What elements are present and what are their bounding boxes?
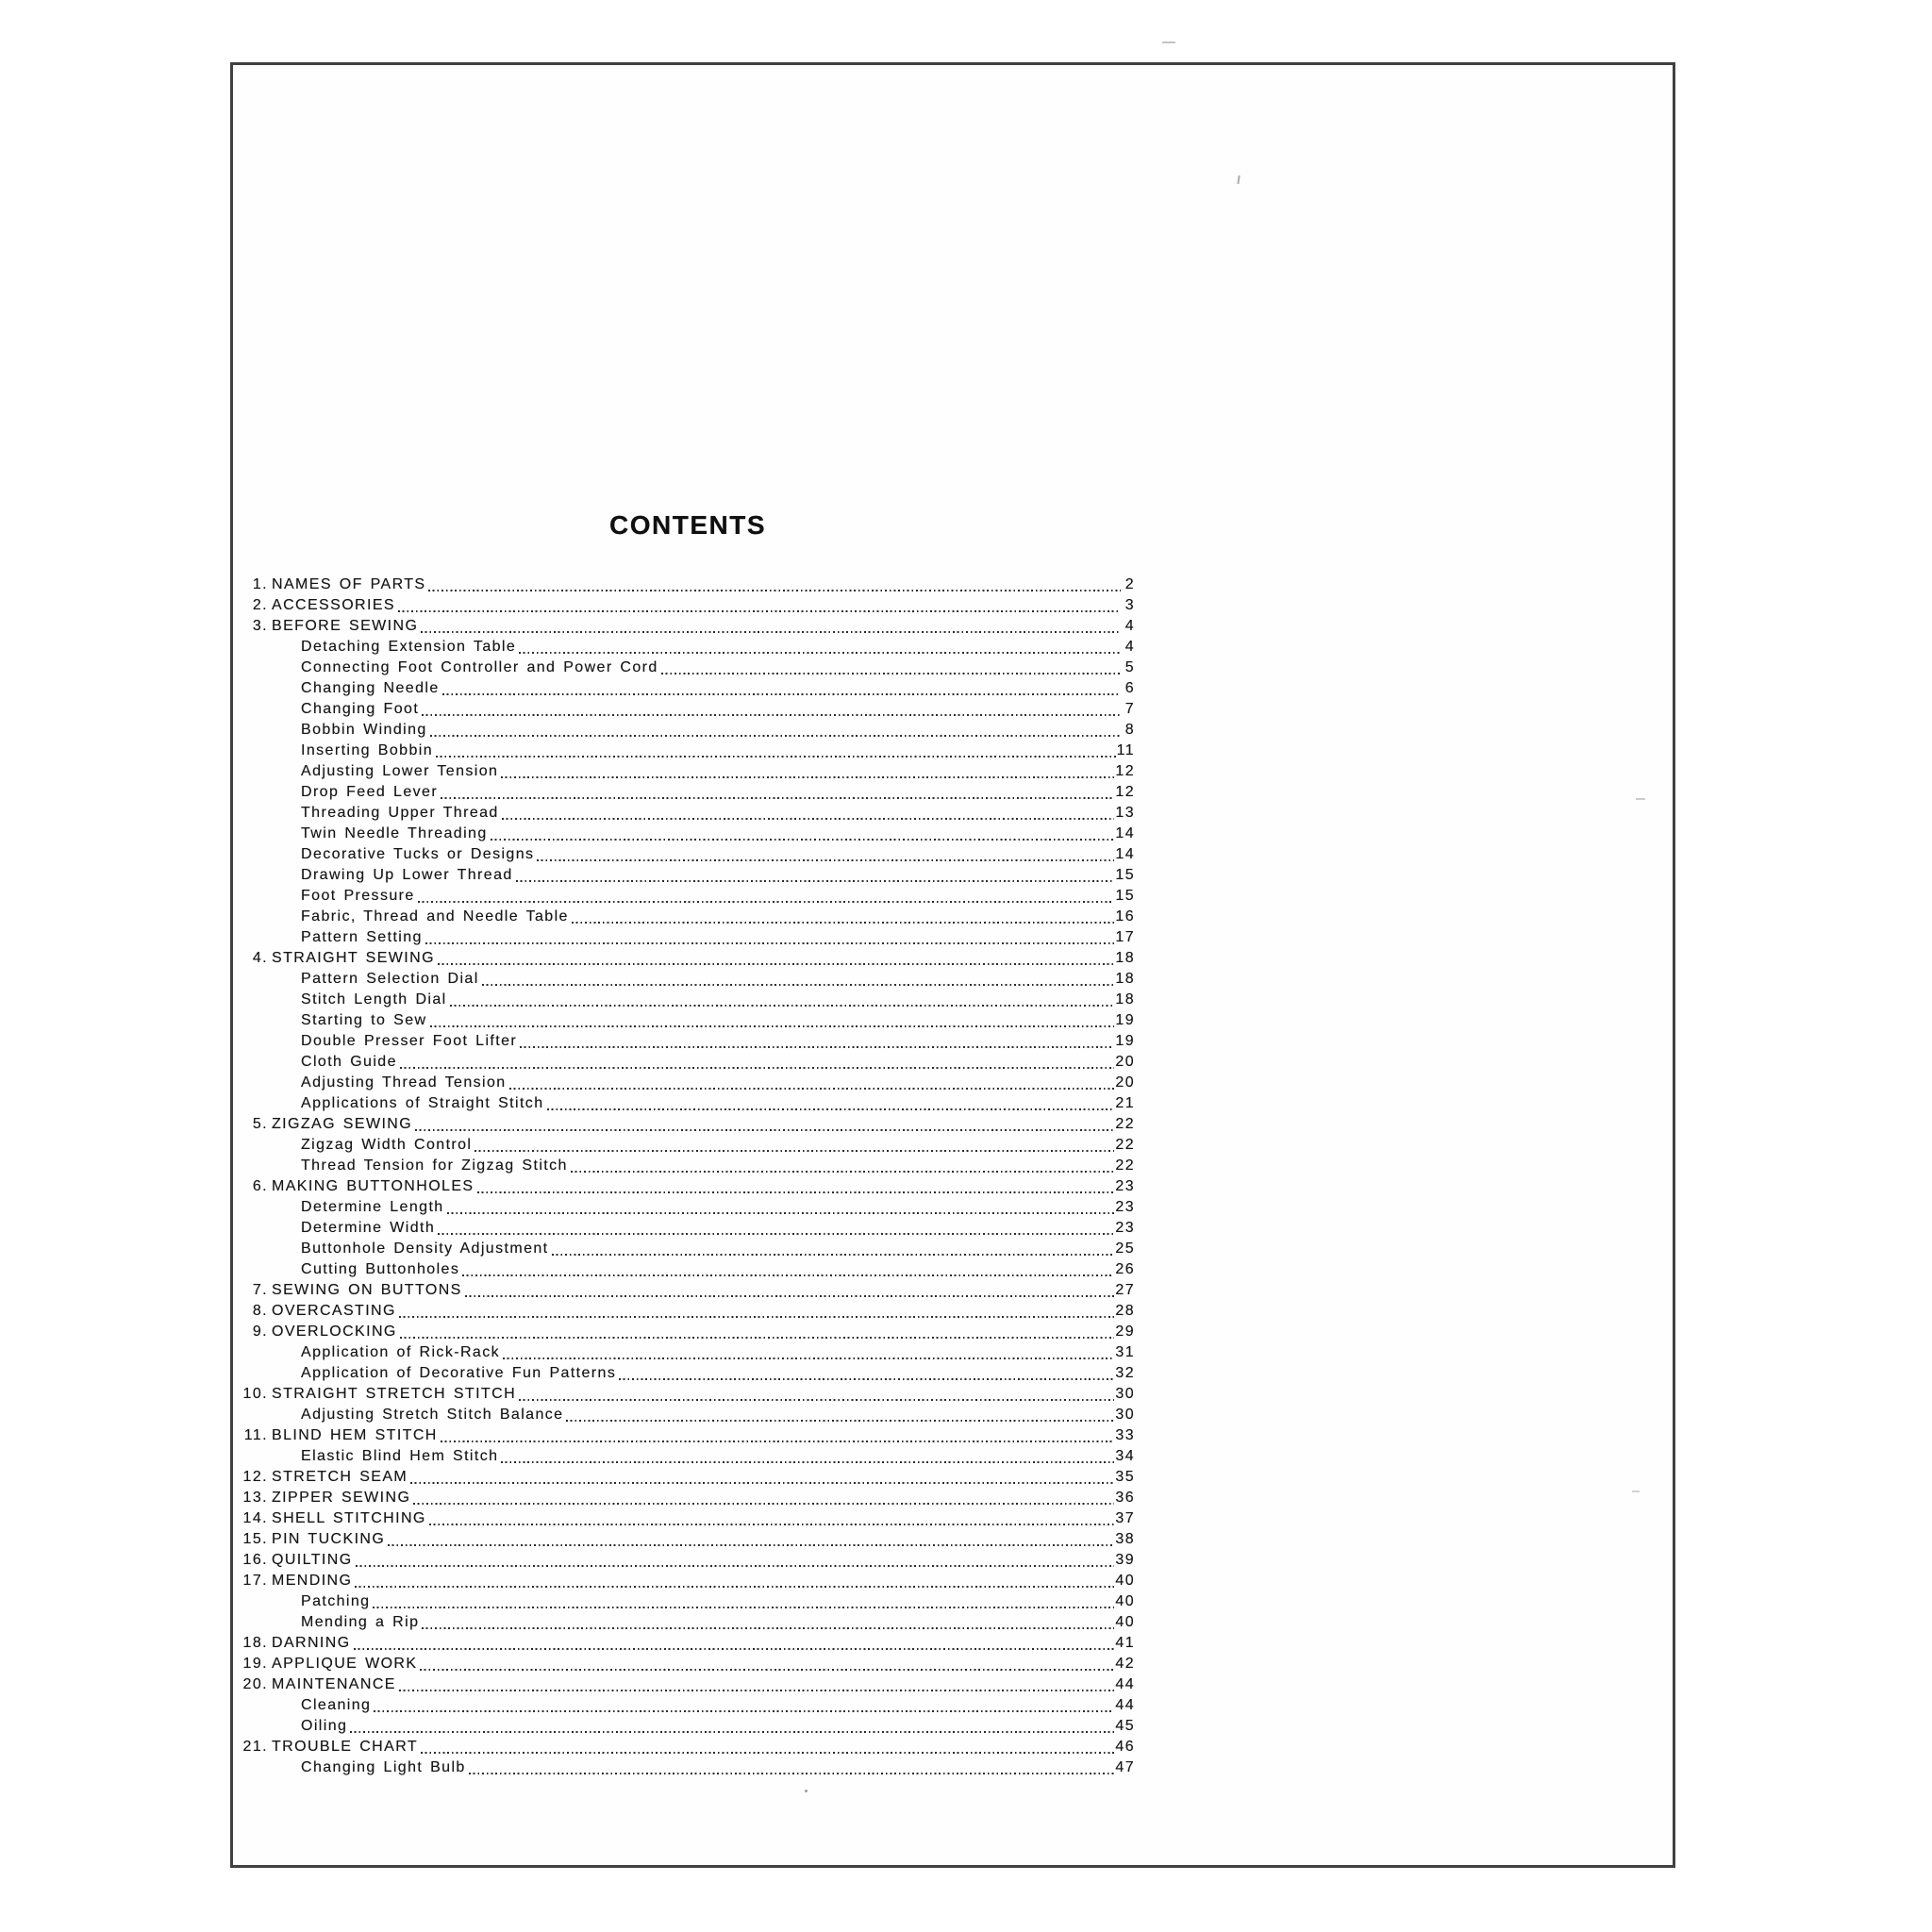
toc-page-number: 36 <box>1115 1490 1135 1506</box>
toc-entry-number: 7. <box>252 1282 268 1298</box>
toc-page-number: 21 <box>1115 1095 1135 1111</box>
toc-entry-number: 12. <box>242 1469 268 1485</box>
toc-row <box>242 1654 1135 1674</box>
toc-row <box>242 1612 1135 1633</box>
toc-page-number: 18 <box>1115 950 1135 966</box>
toc-entry-label: OVERCASTING <box>272 1303 396 1319</box>
toc-page-number: 13 <box>1115 805 1135 821</box>
toc-page-number: 34 <box>1115 1448 1135 1464</box>
toc-entry-label: ACCESSORIES <box>272 597 395 613</box>
toc-row <box>242 761 1135 782</box>
toc-entry-label: Pattern Setting <box>301 929 423 945</box>
toc-page-number: 31 <box>1115 1344 1135 1360</box>
toc-row <box>242 803 1135 824</box>
toc-row <box>242 1591 1135 1612</box>
toc-row <box>242 1716 1135 1737</box>
toc-leader-dots <box>413 1503 1114 1505</box>
toc-entry-label: Thread Tension for Zigzag Stitch <box>301 1158 568 1174</box>
toc-leader-dots <box>519 652 1121 654</box>
toc-leader-dots <box>552 1254 1115 1256</box>
toc-entry-label: Starting to Sew <box>301 1012 427 1028</box>
toc-row <box>242 658 1135 678</box>
toc-leader-dots <box>421 1752 1114 1754</box>
toc-page-number: 22 <box>1115 1158 1135 1174</box>
toc-entry-number: 9. <box>252 1324 268 1340</box>
toc-page-number: 28 <box>1115 1303 1135 1319</box>
toc-leader-dots <box>399 1316 1115 1318</box>
toc-leader-dots <box>374 1710 1114 1712</box>
toc-row <box>242 824 1135 844</box>
toc-leader-dots <box>537 859 1114 861</box>
toc-row <box>242 1156 1135 1176</box>
toc-leader-dots <box>388 1544 1114 1546</box>
toc-leader-dots <box>520 1046 1114 1048</box>
toc-entry-number: 4. <box>252 950 268 966</box>
toc-leader-dots <box>420 1669 1114 1671</box>
toc-leader-dots <box>399 1690 1115 1691</box>
toc-entry-label: BLIND HEM STITCH <box>272 1427 438 1443</box>
scan-artifact <box>804 1789 808 1793</box>
toc-entry-label: BEFORE SEWING <box>272 618 419 634</box>
toc-entry-label: Zigzag Width Control <box>301 1137 473 1153</box>
toc-page-number: 30 <box>1115 1386 1135 1402</box>
toc-row <box>242 741 1135 761</box>
toc-row <box>242 1052 1135 1073</box>
toc-leader-dots <box>355 1586 1114 1588</box>
toc-page-number: 44 <box>1115 1676 1135 1692</box>
toc-page-number: 2 <box>1124 576 1135 592</box>
toc-leader-dots <box>418 901 1115 903</box>
toc-entry-label: Mending a Rip <box>301 1614 420 1630</box>
toc-row <box>242 575 1135 595</box>
toc-entry-label: Pattern Selection Dial <box>301 971 479 987</box>
toc-leader-dots <box>400 1067 1114 1069</box>
toc-leader-dots <box>475 1150 1114 1152</box>
toc-row <box>242 1342 1135 1363</box>
toc-page-number: 11 <box>1116 742 1135 758</box>
toc-row <box>242 1550 1135 1571</box>
toc-row <box>242 907 1135 927</box>
toc-leader-dots <box>410 1482 1114 1484</box>
toc-entry-label: OVERLOCKING <box>272 1324 397 1340</box>
toc-entry-label: Applications of Straight Stitch <box>301 1095 544 1111</box>
toc-row <box>242 1259 1135 1280</box>
toc-leader-dots <box>441 797 1114 799</box>
toc-entry-label: Foot Pressure <box>301 888 415 904</box>
toc-row <box>242 1508 1135 1529</box>
toc-entry-label: TROUBLE CHART <box>272 1739 419 1755</box>
toc-row <box>242 1176 1135 1197</box>
toc-entry-number: 3. <box>252 618 268 634</box>
toc-row <box>242 948 1135 969</box>
toc-leader-dots <box>519 1399 1114 1401</box>
toc-entry-label: SEWING ON BUTTONS <box>272 1282 462 1298</box>
toc-leader-dots <box>501 776 1114 778</box>
toc-entry-number: 17. <box>242 1573 268 1589</box>
toc-page-number: 33 <box>1115 1427 1135 1443</box>
toc-page-number: 25 <box>1115 1241 1135 1257</box>
toc-leader-dots <box>438 1233 1114 1235</box>
scan-artifact <box>1632 1491 1640 1492</box>
toc-page-number: 7 <box>1124 701 1135 717</box>
toc-entry-label: ZIPPER SEWING <box>272 1490 411 1506</box>
toc-entry-label: Double Presser Foot Lifter <box>301 1033 518 1049</box>
toc-row <box>242 616 1135 637</box>
toc-page-number: 44 <box>1115 1697 1135 1713</box>
toc-page-number: 19 <box>1115 1012 1135 1028</box>
toc-row <box>242 595 1135 616</box>
toc-leader-dots <box>572 922 1115 924</box>
toc-entry-label: APPLIQUE WORK <box>272 1656 418 1672</box>
toc-page-number: 15 <box>1115 867 1135 883</box>
toc-row <box>242 1322 1135 1342</box>
toc-leader-dots <box>350 1731 1114 1733</box>
toc-page-number: 23 <box>1115 1178 1135 1194</box>
toc-entry-number: 21. <box>242 1739 268 1755</box>
contents-title: CONTENTS <box>609 510 766 540</box>
toc-page-number: 18 <box>1115 971 1135 987</box>
toc-row <box>242 1280 1135 1301</box>
toc-entry-number: 6. <box>252 1178 268 1194</box>
toc-leader-dots <box>398 610 1121 612</box>
toc-row <box>242 927 1135 948</box>
toc-entry-label: Drop Feed Lever <box>301 784 439 800</box>
toc-entry-number: 19. <box>242 1656 268 1672</box>
toc-row <box>242 865 1135 886</box>
toc-entry-number: 16. <box>242 1552 268 1568</box>
toc-page-number: 35 <box>1115 1469 1135 1485</box>
toc-page-number: 37 <box>1115 1510 1135 1526</box>
toc-entry-label: Cutting Buttonholes <box>301 1261 460 1277</box>
toc-row <box>242 1197 1135 1218</box>
toc-entry-number: 5. <box>252 1116 268 1132</box>
toc-page-number: 23 <box>1115 1199 1135 1215</box>
toc-entry-label: Determine Length <box>301 1199 444 1215</box>
toc-leader-dots <box>503 1357 1114 1359</box>
toc-leader-dots <box>516 880 1115 882</box>
toc-page-number: 40 <box>1115 1573 1135 1589</box>
toc-page-number: 26 <box>1115 1261 1135 1277</box>
toc-row <box>242 720 1135 741</box>
toc-entry-label: Cloth Guide <box>301 1054 397 1070</box>
toc-entry-label: Threading Upper Thread <box>301 805 499 821</box>
toc-leader-dots <box>356 1565 1115 1567</box>
toc-entry-label: Drawing Up Lower Thread <box>301 867 513 883</box>
toc-row <box>242 1695 1135 1716</box>
toc-entry-label: Bobbin Winding <box>301 722 427 738</box>
toc-leader-dots <box>469 1773 1115 1774</box>
toc-page-number: 23 <box>1115 1220 1135 1236</box>
scan-artifact <box>1162 42 1175 43</box>
toc-entry-label: Buttonhole Density Adjustment <box>301 1241 549 1257</box>
toc-page-number: 22 <box>1115 1116 1135 1132</box>
toc-entry-number: 20. <box>242 1676 268 1692</box>
toc-entry-label: Stitch Length Dial <box>301 991 447 1008</box>
toc-row <box>242 1737 1135 1757</box>
toc-row <box>242 844 1135 865</box>
toc-page-number: 39 <box>1115 1552 1135 1568</box>
toc-entry-label: DARNING <box>272 1635 351 1651</box>
toc-page-number: 20 <box>1115 1054 1135 1070</box>
toc-page-number: 30 <box>1115 1407 1135 1423</box>
toc-entry-label: Determine Width <box>301 1220 436 1236</box>
toc-page-number: 6 <box>1124 680 1135 696</box>
toc-entry-number: 11. <box>243 1427 268 1443</box>
toc-leader-dots <box>436 756 1116 758</box>
toc-row <box>242 1488 1135 1508</box>
toc-leader-dots <box>447 1212 1115 1214</box>
toc-page-number: 14 <box>1115 846 1135 862</box>
toc-row <box>242 678 1135 699</box>
toc-entry-number: 1. <box>252 576 268 592</box>
toc-page-number: 4 <box>1124 639 1135 655</box>
toc-row <box>242 1674 1135 1695</box>
toc-entry-label: Connecting Foot Controller and Power Cord <box>301 659 658 675</box>
toc-leader-dots <box>501 1461 1114 1463</box>
toc-leader-dots <box>465 1295 1115 1297</box>
toc-row <box>242 637 1135 658</box>
toc-leader-dots <box>462 1274 1114 1276</box>
toc-row <box>242 1093 1135 1114</box>
toc-page-number: 14 <box>1115 825 1135 841</box>
toc-row <box>242 1425 1135 1446</box>
toc-row <box>242 1114 1135 1135</box>
toc-entry-label: Fabric, Thread and Needle Table <box>301 908 569 924</box>
toc-page-number: 47 <box>1115 1759 1135 1775</box>
toc-entry-label: Adjusting Thread Tension <box>301 1074 507 1091</box>
toc-row <box>242 1384 1135 1405</box>
toc-entry-number: 15. <box>242 1531 268 1547</box>
toc-leader-dots <box>421 631 1121 633</box>
toc-page-number: 41 <box>1115 1635 1135 1651</box>
toc-row <box>242 1218 1135 1239</box>
toc-leader-dots <box>442 693 1121 695</box>
toc-leader-dots <box>422 1627 1114 1629</box>
toc-page-number: 45 <box>1115 1718 1135 1734</box>
toc-page-number: 42 <box>1115 1656 1135 1672</box>
toc-entry-number: 2. <box>252 597 268 613</box>
toc-leader-dots <box>428 590 1121 591</box>
toc-page-number: 19 <box>1115 1033 1135 1049</box>
toc-leader-dots <box>491 839 1115 841</box>
toc-row <box>242 1363 1135 1384</box>
toc-row <box>242 1529 1135 1550</box>
toc-entry-label: Changing Needle <box>301 680 440 696</box>
toc-leader-dots <box>438 963 1114 965</box>
toc-row <box>242 1301 1135 1322</box>
toc-page-number: 17 <box>1115 929 1135 945</box>
toc-page-number: 3 <box>1124 597 1135 613</box>
toc-leader-dots <box>502 818 1115 820</box>
toc-leader-dots <box>441 1441 1115 1442</box>
toc-page-number: 15 <box>1115 888 1135 904</box>
toc-entry-label: Oiling <box>301 1718 348 1734</box>
toc-page-number: 4 <box>1124 618 1135 634</box>
toc-leader-dots <box>430 1025 1115 1027</box>
toc-entry-label: Patching <box>301 1593 371 1609</box>
toc-leader-dots <box>477 1191 1115 1193</box>
toc-row <box>242 1633 1135 1654</box>
toc-leader-dots <box>482 984 1115 986</box>
toc-leader-dots <box>661 673 1121 675</box>
toc-entry-label: Changing Foot <box>301 701 420 717</box>
toc-entry-number: 10. <box>242 1386 268 1402</box>
toc-entry-label: Inserting Bobbin <box>301 742 434 758</box>
toc-leader-dots <box>509 1088 1115 1090</box>
toc-page-number: 18 <box>1115 991 1135 1008</box>
toc-page-number: 8 <box>1124 722 1135 738</box>
toc-row <box>242 1073 1135 1093</box>
toc-entry-label: MAKING BUTTONHOLES <box>272 1178 475 1194</box>
toc-leader-dots <box>354 1648 1115 1650</box>
toc-entry-label: Detaching Extension Table <box>301 639 517 655</box>
toc-leader-dots <box>400 1337 1115 1339</box>
toc-entry-label: Twin Needle Threading <box>301 825 488 841</box>
toc-entry-label: MENDING <box>272 1573 353 1589</box>
toc-leader-dots <box>429 1524 1115 1525</box>
toc-page-number: 40 <box>1115 1614 1135 1630</box>
toc-page-number: 22 <box>1115 1137 1135 1153</box>
toc-entry-label: Elastic Blind Hem Stitch <box>301 1448 499 1464</box>
toc-entry-label: STRETCH SEAM <box>272 1469 408 1485</box>
toc-leader-dots <box>430 735 1121 737</box>
toc-entry-label: SHELL STITCHING <box>272 1510 426 1526</box>
toc-entry-number: 8. <box>252 1303 268 1319</box>
toc-entry-label: NAMES OF PARTS <box>272 576 426 592</box>
toc-row <box>242 1239 1135 1259</box>
toc-entry-label: Application of Decorative Fun Patterns <box>301 1365 617 1381</box>
toc-entry-label: Application of Rick-Rack <box>301 1344 500 1360</box>
toc-row <box>242 1031 1135 1052</box>
toc-leader-dots <box>571 1171 1115 1173</box>
toc-leader-dots <box>566 1420 1114 1422</box>
toc-page-number: 12 <box>1115 763 1135 779</box>
toc-page-number: 38 <box>1115 1531 1135 1547</box>
toc-page-number: 5 <box>1124 659 1135 675</box>
toc-entry-label: Adjusting Stretch Stitch Balance <box>301 1407 564 1423</box>
toc-leader-dots <box>425 942 1115 944</box>
toc-entry-label: MAINTENANCE <box>272 1676 396 1692</box>
toc-entry-label: STRAIGHT SEWING <box>272 950 435 966</box>
toc-page-number: 46 <box>1115 1739 1135 1755</box>
toc-row <box>242 969 1135 990</box>
toc-row <box>242 699 1135 720</box>
table-of-contents <box>242 575 1135 1778</box>
toc-row <box>242 1010 1135 1031</box>
toc-page-number: 29 <box>1115 1324 1135 1340</box>
toc-entry-number: 13. <box>242 1490 268 1506</box>
toc-row <box>242 886 1135 907</box>
toc-page-number: 16 <box>1115 908 1135 924</box>
toc-row <box>242 1757 1135 1778</box>
toc-entry-number: 14. <box>242 1510 268 1526</box>
toc-entry-label: STRAIGHT STRETCH STITCH <box>272 1386 517 1402</box>
toc-entry-label: ZIGZAG SEWING <box>272 1116 413 1132</box>
scan-artifact <box>1636 798 1645 800</box>
toc-leader-dots <box>373 1607 1114 1608</box>
toc-row <box>242 1405 1135 1425</box>
toc-page-number: 32 <box>1115 1365 1135 1381</box>
toc-entry-label: Cleaning <box>301 1697 372 1713</box>
toc-entry-number: 18. <box>242 1635 268 1651</box>
toc-row <box>242 990 1135 1010</box>
toc-entry-label: QUILTING <box>272 1552 353 1568</box>
toc-leader-dots <box>619 1378 1114 1380</box>
toc-row <box>242 1446 1135 1467</box>
toc-page-number: 12 <box>1115 784 1135 800</box>
toc-entry-label: Adjusting Lower Tension <box>301 763 499 779</box>
toc-entry-label: Decorative Tucks or Designs <box>301 846 535 862</box>
document-page <box>230 62 1675 1868</box>
toc-entry-label: PIN TUCKING <box>272 1531 386 1547</box>
toc-row <box>242 1135 1135 1156</box>
toc-leader-dots <box>422 714 1121 716</box>
toc-row <box>242 1571 1135 1591</box>
toc-leader-dots <box>450 1005 1115 1007</box>
toc-leader-dots <box>415 1129 1114 1131</box>
toc-entry-label: Changing Light Bulb <box>301 1759 466 1775</box>
toc-row <box>242 1467 1135 1488</box>
toc-leader-dots <box>547 1108 1115 1110</box>
toc-page-number: 40 <box>1115 1593 1135 1609</box>
toc-page-number: 27 <box>1115 1282 1135 1298</box>
toc-row <box>242 782 1135 803</box>
toc-page-number: 20 <box>1115 1074 1135 1091</box>
